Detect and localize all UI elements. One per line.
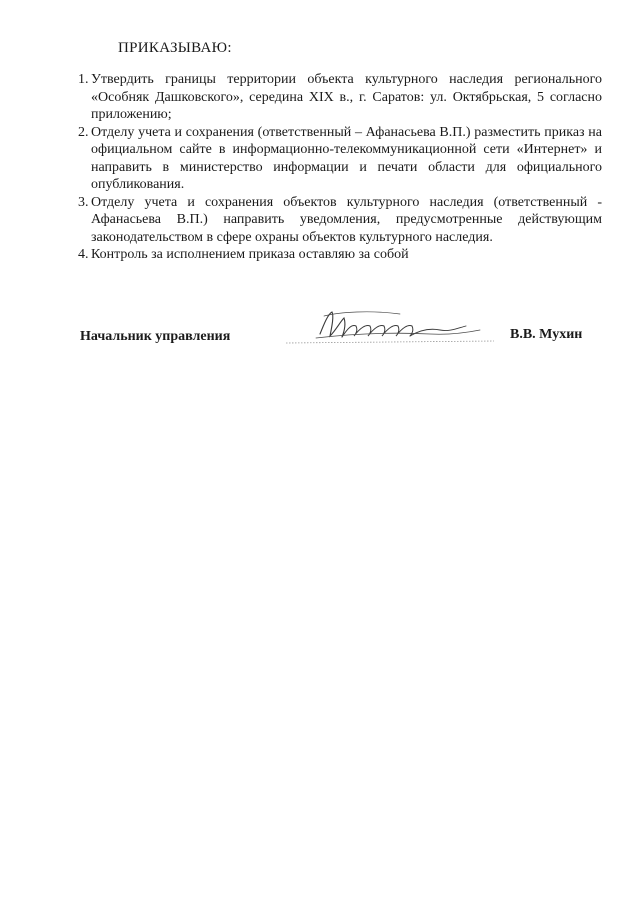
order-item: [78, 124, 602, 194]
order-heading: ПРИКАЗЫВАЮ:: [118, 40, 232, 56]
order-item-number: 2.: [78, 124, 89, 140]
signatory-name: В.В. Мухин: [510, 327, 583, 342]
order-item-text: Утвердить границы территории объекта культурного наследия регионального «Особняк Дашковского», середина XIX в., г. Саратов: ул. Октябрьская, 5 согласно приложению;: [91, 72, 602, 122]
order-item-number: 3.: [78, 194, 89, 210]
order-item-text: Отделу учета и сохранения (ответственный – Афанасьева В.П.) разместить приказ на официальном сайте в информационно-телекоммуникационной сети «Интернет» и направить в министерство информации и печати области для официального опубликования.: [91, 124, 602, 192]
handwritten-signature: [280, 308, 500, 348]
order-item: [78, 246, 602, 264]
order-item-number: 1.: [78, 72, 89, 87]
order-item: [78, 194, 602, 247]
signature-block: [80, 308, 600, 358]
order-item-number: 4.: [78, 247, 89, 262]
signatory-title: Начальник управления: [80, 329, 231, 344]
order-item-text: Контроль за исполнением приказа оставляю за собой: [91, 247, 409, 262]
order-item-text: Отделу учета и сохранения объектов культурного наследия (ответственный - Афанасьева В.П.) направить уведомления, предусмотренные действующим законодательством в сфере охраны объектов культурного наследия.: [91, 194, 602, 245]
order-item: [78, 71, 602, 124]
order-list: [78, 71, 602, 264]
